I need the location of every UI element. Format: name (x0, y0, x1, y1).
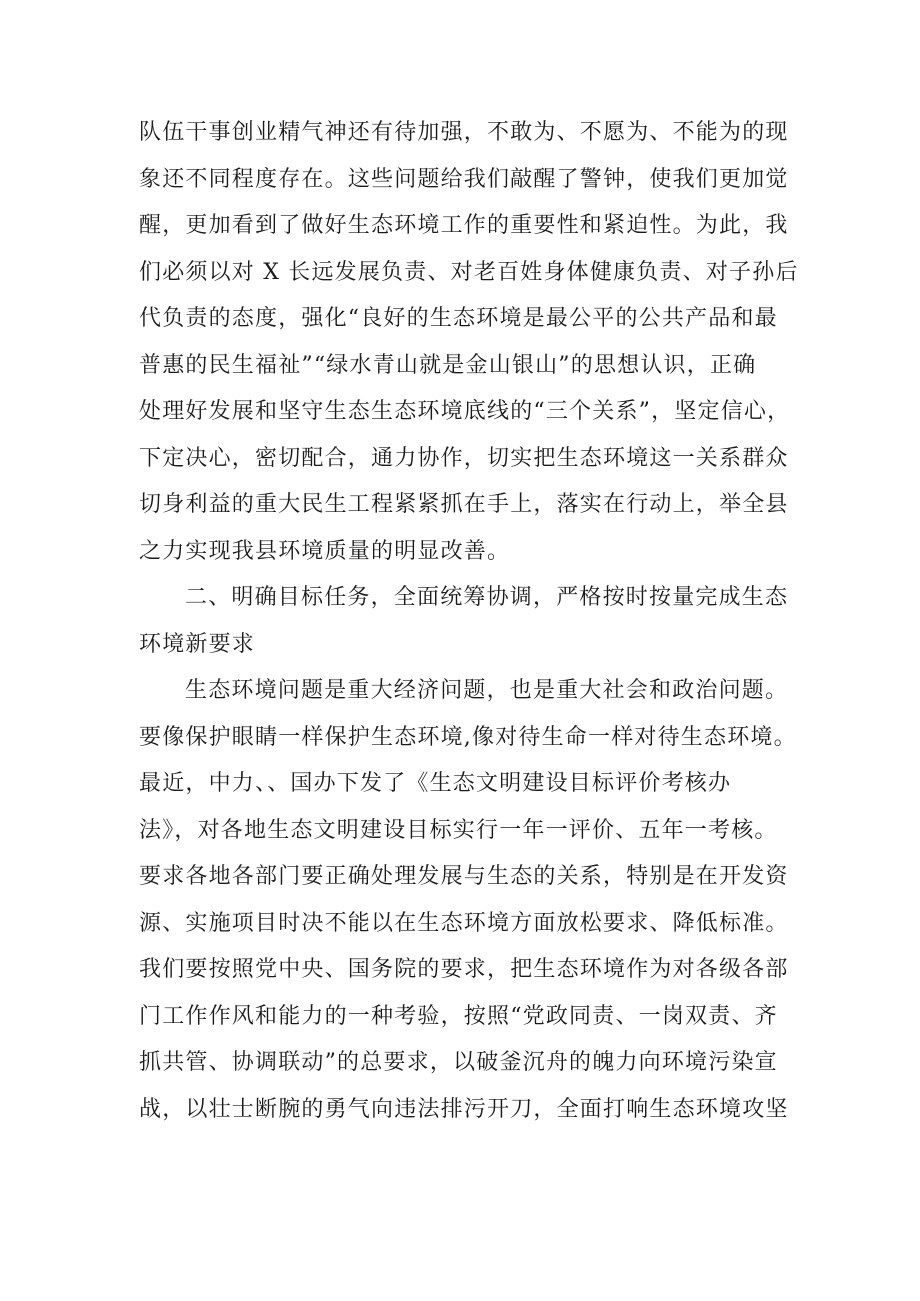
text-line: 下定决心，密切配合，通力协作，切实把生态环境这一关系群众 (139, 445, 789, 471)
text-line: 抓共管、协调联动”的总要求，以破釜沉舟的魄力向环境污染宣 (139, 1050, 778, 1075)
document-body (139, 110, 799, 1133)
text-line: 处理好发展和坚守生态生态环境底线的“三个关系”，坚定信心， (139, 399, 791, 424)
section-heading-line: 二、明确目标任务，全面统筹协调，严格按时按量完成生态 (185, 585, 789, 610)
text-line: 最近，中力、、国办下发了《生态文明建设目标评价考核办 (139, 771, 732, 796)
text-line: 源、实施项目时决不能以在生态环境方面放松要求、降低标准。 (139, 910, 789, 936)
text-line: 之力实现我县环境质量的明显改善。 (139, 538, 511, 564)
text-line: 要求各地各部门要正确处理发展与生态的关系，特别是在开发资 (139, 864, 789, 889)
text-line: 战，以壮士断腕的勇气向违法排污开刀，全面打响生态环境攻坚 (139, 1096, 789, 1122)
text-line: 我们要按照党中央、国务院的要求，把生态环境作为对各级各部 (139, 957, 789, 982)
text-line: 队伍干事创业精气神还有待加强，不敢为、不愿为、不能为的现 (139, 120, 789, 145)
text-line: 普惠的民生福祉”“绿水青山就是金山银山”的思想认识，正确 (139, 352, 757, 378)
paragraph-first-line: 生态环境问题是重大经济问题，也是重大社会和政治问题。 (185, 678, 789, 703)
text-line: 法》，对各地生态文明建设目标实行一年一评价、五年一考核。 (139, 817, 778, 843)
text-line: 要像保护眼睛一样保护生态环境,像对待生命一样对待生态环境。 (139, 724, 797, 750)
text-line: 门工作作风和能力的一种考验，按照“党政同责、一岗双责、齐 (139, 1003, 778, 1029)
text-line: 切身利益的重大民生工程紧紧抓在手上，落实在行动上，举全县 (139, 492, 789, 517)
text-line: 醒，更加看到了做好生态环境工作的重要性和紧迫性。为此，我 (139, 213, 789, 238)
text-line: 代负责的态度，强化“良好的生态环境是最公平的公共产品和最 (139, 306, 778, 331)
section-heading-line: 环境新要求 (139, 631, 256, 657)
text-line: 们必须以对 X 长远发展负责、对老百姓身体健康负责、对子孙后 (139, 259, 799, 285)
text-line: 象还不同程度存在。这些问题给我们敲醒了警钟，使我们更加觉 (139, 166, 789, 192)
